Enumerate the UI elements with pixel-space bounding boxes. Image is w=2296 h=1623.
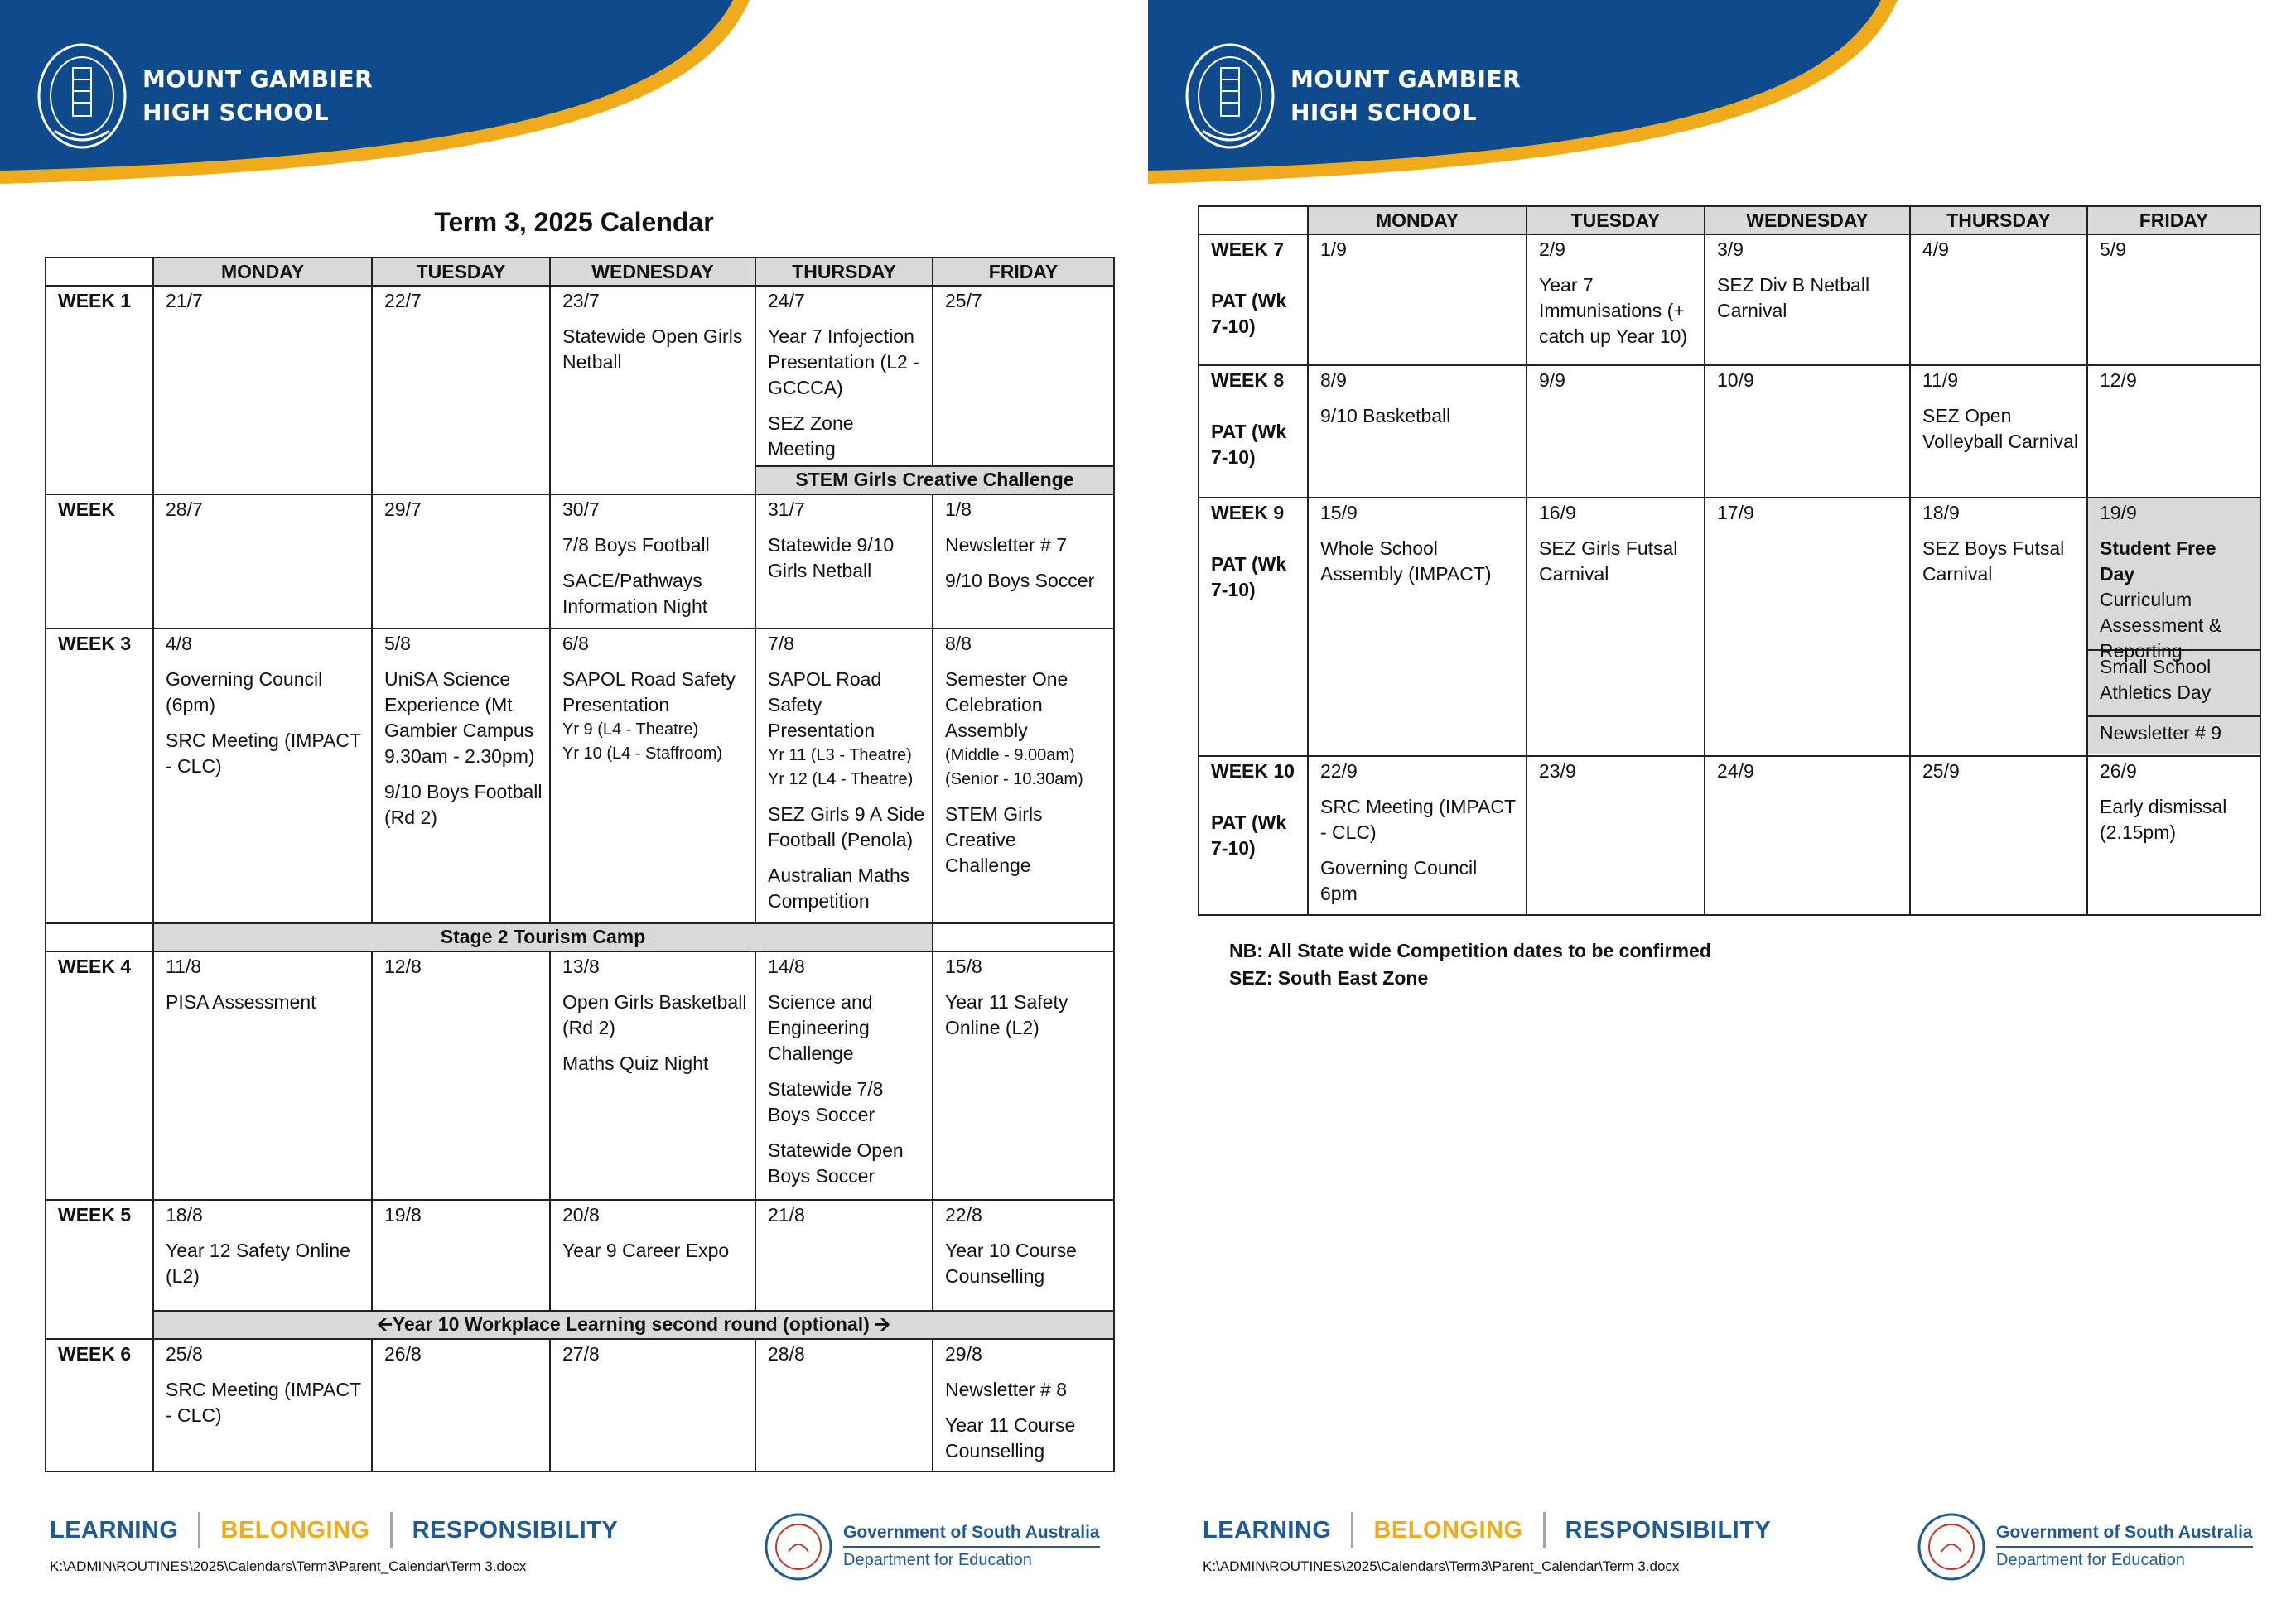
event: Year 9 Career Expo xyxy=(562,1240,730,1261)
header-tuesday: TUESDAY xyxy=(372,258,550,286)
event: Early dismissal (2.15pm) xyxy=(2100,796,2227,843)
event: Year 7 Immunisations (+ catch up Year 10) xyxy=(1539,274,1688,347)
gov-sa-seal-icon xyxy=(764,1512,833,1582)
note-sez-definition: SEZ: South East Zone xyxy=(1229,967,1429,989)
school-name: MOUNT GAMBIER HIGH SCHOOL xyxy=(142,65,374,126)
date: 8/8 xyxy=(945,633,972,654)
gov-sa-logo xyxy=(1917,1512,2253,1582)
event: Statewide Open Boys Soccer xyxy=(768,1139,904,1187)
value-learning: LEARNING xyxy=(50,1516,179,1544)
event: Statewide Open Girls Netball xyxy=(562,325,743,373)
gov-text xyxy=(1996,1521,2253,1572)
calendar-notes xyxy=(1229,937,1711,992)
date: 25/9 xyxy=(1922,760,1960,782)
header-monday: MONDAY xyxy=(1308,206,1527,234)
header-wednesday: WEDNESDAY xyxy=(1705,206,1910,234)
date: 23/9 xyxy=(1539,760,1576,782)
day-cell xyxy=(933,951,1114,1200)
date: 5/8 xyxy=(384,633,411,654)
event: Australian Maths Competition xyxy=(768,864,910,912)
week-label: WEEK 1 xyxy=(46,286,153,494)
event-detail: (Middle - 9.00am) xyxy=(945,746,1075,764)
date: 18/8 xyxy=(166,1204,203,1226)
calendar-title: Term 3, 2025 Calendar xyxy=(434,207,714,237)
event: SAPOL Road Safety Presentation xyxy=(768,668,882,741)
date: 24/9 xyxy=(1717,760,1754,782)
header-friday: FRIDAY xyxy=(933,258,1114,286)
day-cell xyxy=(1705,365,1910,498)
event: Small School Athletics Day xyxy=(2100,656,2212,703)
day-cell xyxy=(372,951,550,1200)
week-row xyxy=(46,628,1114,923)
event-banner-tourism-camp: Stage 2 Tourism Camp xyxy=(153,923,933,951)
day-cell xyxy=(1308,365,1527,498)
date: 11/8 xyxy=(166,956,202,977)
date: 3/9 xyxy=(1717,238,1744,260)
event: 9/10 Boys Football (Rd 2) xyxy=(384,781,543,828)
date: 31/7 xyxy=(768,498,805,520)
gov-text xyxy=(843,1521,1100,1572)
event: Year 12 Safety Online (L2) xyxy=(166,1240,350,1287)
event: SEZ Girls 9 A Side Football (Penola) xyxy=(768,803,925,850)
blank-cell xyxy=(933,923,1114,951)
date: 23/7 xyxy=(562,290,600,311)
day-cell xyxy=(550,1200,755,1311)
day-cell xyxy=(550,494,755,628)
school-values-footer xyxy=(50,1512,618,1548)
day-cell xyxy=(1910,756,2087,915)
page-2 xyxy=(1148,0,2296,1623)
day-cell xyxy=(153,628,372,923)
date: 19/8 xyxy=(384,1204,422,1226)
week-row xyxy=(46,951,1114,1200)
event: SAPOL Road Safety Presentation xyxy=(562,668,736,715)
day-cell xyxy=(755,628,933,923)
date: 11/9 xyxy=(1922,369,1959,391)
event: Year 11 Safety Online (L2) xyxy=(945,991,1068,1038)
event: Governing Council (6pm) xyxy=(166,668,323,715)
day-cell xyxy=(550,628,755,923)
gov-name: Government of South Australia xyxy=(843,1521,1100,1548)
day-cell xyxy=(1527,498,1705,756)
date: 26/9 xyxy=(2100,760,2137,782)
value-belonging: BELONGING xyxy=(1373,1516,1523,1544)
date: 25/8 xyxy=(166,1343,203,1365)
athletics-day-block xyxy=(2088,651,2260,717)
value-responsibility: RESPONSIBILITY xyxy=(412,1516,619,1544)
date: 13/8 xyxy=(562,956,600,977)
event: Maths Quiz Night xyxy=(562,1052,709,1074)
header-thursday: THURSDAY xyxy=(755,258,933,286)
event: Open Girls Basketball (Rd 2) xyxy=(562,991,747,1038)
week-row xyxy=(1199,756,2260,915)
event: Newsletter # 8 xyxy=(945,1379,1068,1400)
event: Year 7 Infojection Presentation (L2 - GCCCA) xyxy=(768,325,919,398)
day-cell xyxy=(372,1200,550,1311)
week-label: WEEK xyxy=(46,494,153,628)
day-cell xyxy=(153,1339,372,1471)
date: 18/9 xyxy=(1922,502,1960,523)
day-cell xyxy=(1308,756,1527,915)
day-cell xyxy=(933,628,1114,923)
value-belonging: BELONGING xyxy=(220,1516,370,1544)
date: 26/8 xyxy=(384,1343,422,1365)
date: 22/9 xyxy=(1320,760,1358,782)
event-detail: Yr 10 (L4 - Staffroom) xyxy=(562,744,723,763)
day-cell xyxy=(372,628,550,923)
value-responsibility: RESPONSIBILITY xyxy=(1565,1516,1772,1544)
divider xyxy=(198,1512,200,1548)
event: SEZ Girls Futsal Carnival xyxy=(1539,537,1678,585)
event: Governing Council 6pm xyxy=(1320,857,1478,904)
date: 1/9 xyxy=(1320,238,1347,260)
day-cell xyxy=(2087,498,2260,756)
event: SEZ Open Volleyball Carnival xyxy=(1922,405,2078,452)
date: 29/8 xyxy=(945,1343,982,1365)
day-cell xyxy=(1705,498,1910,756)
day-cell xyxy=(1527,756,1705,915)
day-cell xyxy=(1527,365,1705,498)
day-cell xyxy=(372,1339,550,1471)
day-cell xyxy=(1910,498,2087,756)
week-banner-row xyxy=(46,1311,1114,1339)
day-cell xyxy=(372,286,550,494)
event: 9/10 Basketball xyxy=(1320,405,1451,426)
gov-sa-logo xyxy=(764,1512,1100,1582)
day-cell xyxy=(1308,498,1527,756)
event: STEM Girls Creative Challenge xyxy=(945,803,1043,876)
divider xyxy=(1543,1512,1546,1548)
week-label: WEEK 6 xyxy=(46,1339,153,1471)
week-row xyxy=(1199,234,2260,365)
date: 29/7 xyxy=(384,498,422,520)
date: 20/8 xyxy=(562,1204,600,1226)
date: 4/8 xyxy=(166,633,192,654)
event: Statewide 7/8 Boys Soccer xyxy=(768,1078,884,1125)
date: 7/8 xyxy=(768,633,794,654)
week-label: WEEK 5 xyxy=(46,1200,153,1339)
event: SRC Meeting (IMPACT - CLC) xyxy=(166,1379,361,1426)
school-crest-icon xyxy=(1184,40,1276,156)
day-cell xyxy=(933,1200,1114,1311)
week-row xyxy=(1199,365,2260,498)
date: 1/8 xyxy=(945,498,972,520)
week-row xyxy=(46,494,1114,628)
day-cell xyxy=(1705,756,1910,915)
event: Newsletter # 9 xyxy=(2100,722,2222,744)
event: Year 10 Course Counselling xyxy=(945,1240,1077,1287)
value-learning: LEARNING xyxy=(1203,1516,1332,1544)
day-header-row xyxy=(1199,206,2260,234)
event: Newsletter # 7 xyxy=(945,534,1068,556)
date: 28/8 xyxy=(768,1343,805,1365)
day-cell xyxy=(2087,234,2260,365)
day-cell xyxy=(153,1200,372,1311)
corner-cell xyxy=(1199,206,1308,234)
event: Statewide 9/10 Girls Netball xyxy=(768,534,895,581)
divider xyxy=(390,1512,393,1548)
week-label: WEEK 10 PAT (Wk 7-10) xyxy=(1199,756,1308,915)
date: 27/8 xyxy=(562,1343,600,1365)
gov-name: Government of South Australia xyxy=(1996,1521,2253,1548)
event: 7/8 Boys Football xyxy=(562,534,710,556)
day-cell xyxy=(2087,365,2260,498)
event: SACE/Pathways Information Night xyxy=(562,570,708,617)
student-free-day-block xyxy=(2088,498,2260,662)
event: SEZ Boys Futsal Carnival xyxy=(1922,537,2065,585)
date: 8/9 xyxy=(1320,369,1347,391)
date: 14/8 xyxy=(768,956,805,977)
date: 24/7 xyxy=(768,290,805,311)
file-path: K:\ADMIN\ROUTINES\2025\Calendars\Term3\Parent_Calendar\Term 3.docx xyxy=(50,1558,527,1574)
day-cell xyxy=(933,286,1114,466)
school-name: MOUNT GAMBIER HIGH SCHOOL xyxy=(1290,65,1522,126)
day-cell xyxy=(153,951,372,1200)
day-cell xyxy=(755,1200,933,1311)
divider xyxy=(1351,1512,1353,1548)
date: 5/9 xyxy=(2100,238,2126,260)
day-cell xyxy=(550,951,755,1200)
date: 15/9 xyxy=(1320,502,1358,523)
newsletter-block xyxy=(2088,717,2260,754)
day-cell xyxy=(153,286,372,494)
header-thursday: THURSDAY xyxy=(1910,206,2087,234)
day-cell xyxy=(1910,234,2087,365)
event-detail: Yr 12 (L4 - Theatre) xyxy=(768,770,914,788)
day-cell xyxy=(755,286,933,466)
date: 17/9 xyxy=(1717,502,1754,523)
date: 30/7 xyxy=(562,498,600,520)
day-cell xyxy=(550,286,755,494)
day-header-row xyxy=(46,258,1114,286)
note-competition-dates: NB: All State wide Competition dates to be confirmed xyxy=(1229,940,1711,961)
event: Whole School Assembly (IMPACT) xyxy=(1320,537,1492,585)
header-wednesday: WEDNESDAY xyxy=(550,258,755,286)
week-row xyxy=(46,286,1114,466)
file-path: K:\ADMIN\ROUTINES\2025\Calendars\Term3\Parent_Calendar\Term 3.docx xyxy=(1203,1558,1680,1574)
day-cell xyxy=(372,494,550,628)
event-banner-workplace-learning: 🡨Year 10 Workplace Learning second round (optional) 🡪 xyxy=(153,1311,1114,1339)
day-cell xyxy=(933,1339,1114,1471)
header-tuesday: TUESDAY xyxy=(1527,206,1705,234)
day-cell xyxy=(1910,365,2087,498)
event: Year 11 Course Counselling xyxy=(945,1414,1076,1462)
event: Student Free Day xyxy=(2100,537,2216,585)
header-friday: FRIDAY xyxy=(2087,206,2260,234)
day-cell xyxy=(755,951,933,1200)
day-cell xyxy=(550,1339,755,1471)
date: 22/7 xyxy=(384,290,422,311)
day-cell xyxy=(1308,234,1527,365)
school-values-footer xyxy=(1203,1512,1771,1548)
date: 16/9 xyxy=(1539,502,1576,523)
event: PISA Assessment xyxy=(166,991,316,1013)
day-cell xyxy=(755,494,933,628)
event: SRC Meeting (IMPACT - CLC) xyxy=(166,730,361,777)
day-cell xyxy=(933,494,1114,628)
header-monday: MONDAY xyxy=(153,258,372,286)
week-row xyxy=(46,1200,1114,1311)
date: 25/7 xyxy=(945,290,982,311)
date: 21/8 xyxy=(768,1204,805,1226)
school-crest-icon xyxy=(36,40,128,156)
corner-cell xyxy=(46,258,153,286)
event: SEZ Zone Meeting xyxy=(768,412,854,460)
day-cell xyxy=(755,1339,933,1471)
date: 28/7 xyxy=(166,498,203,520)
department-name: Department for Education xyxy=(843,1551,1032,1569)
date: 6/8 xyxy=(562,633,589,654)
week-banner-row xyxy=(46,923,1114,951)
event-detail: Yr 11 (L3 - Theatre) xyxy=(768,746,912,764)
event-banner-stem-girls: STEM Girls Creative Challenge xyxy=(755,466,1114,494)
date: 4/9 xyxy=(1922,238,1949,260)
week-label: WEEK 9 PAT (Wk 7-10) xyxy=(1199,498,1308,756)
day-cell xyxy=(153,494,372,628)
week-label: WEEK 8 PAT (Wk 7-10) xyxy=(1199,365,1308,498)
event-detail: Yr 9 (L4 - Theatre) xyxy=(562,720,699,739)
gov-sa-seal-icon xyxy=(1917,1512,1986,1582)
week-row xyxy=(46,1339,1114,1471)
date: 12/8 xyxy=(384,956,422,977)
date: 9/9 xyxy=(1539,369,1565,391)
blank-cell xyxy=(46,923,153,951)
date: 21/7 xyxy=(166,290,203,311)
day-cell xyxy=(1705,234,1910,365)
date: 22/8 xyxy=(945,1204,982,1226)
date: 19/9 xyxy=(2100,502,2137,523)
event: SRC Meeting (IMPACT - CLC) xyxy=(1320,796,1516,843)
date: 10/9 xyxy=(1717,369,1754,391)
week-label: WEEK 4 xyxy=(46,951,153,1200)
day-cell xyxy=(2087,756,2260,915)
calendar-table-term3-part1 xyxy=(45,257,1115,1472)
department-name: Department for Education xyxy=(1996,1551,2185,1569)
week-label: WEEK 7 PAT (Wk 7-10) xyxy=(1199,234,1308,365)
event: Curriculum Assessment & Reporting xyxy=(2100,589,2221,662)
event: SEZ Div B Netball Carnival xyxy=(1717,274,1870,321)
week-label: WEEK 3 xyxy=(46,628,153,923)
date: 15/8 xyxy=(945,956,982,977)
date: 12/9 xyxy=(2100,369,2137,391)
date: 2/9 xyxy=(1539,238,1565,260)
week-row xyxy=(1199,498,2260,756)
event: UniSA Science Experience (Mt Gambier Campus 9.30am - 2.30pm) xyxy=(384,668,535,767)
event: Science and Engineering Challenge xyxy=(768,991,873,1064)
calendar-table-term3-part2 xyxy=(1198,205,2261,916)
event-detail: (Senior - 10.30am) xyxy=(945,770,1083,788)
event: Semester One Celebration Assembly xyxy=(945,668,1068,741)
day-cell xyxy=(1527,234,1705,365)
event: 9/10 Boys Soccer xyxy=(945,570,1095,591)
